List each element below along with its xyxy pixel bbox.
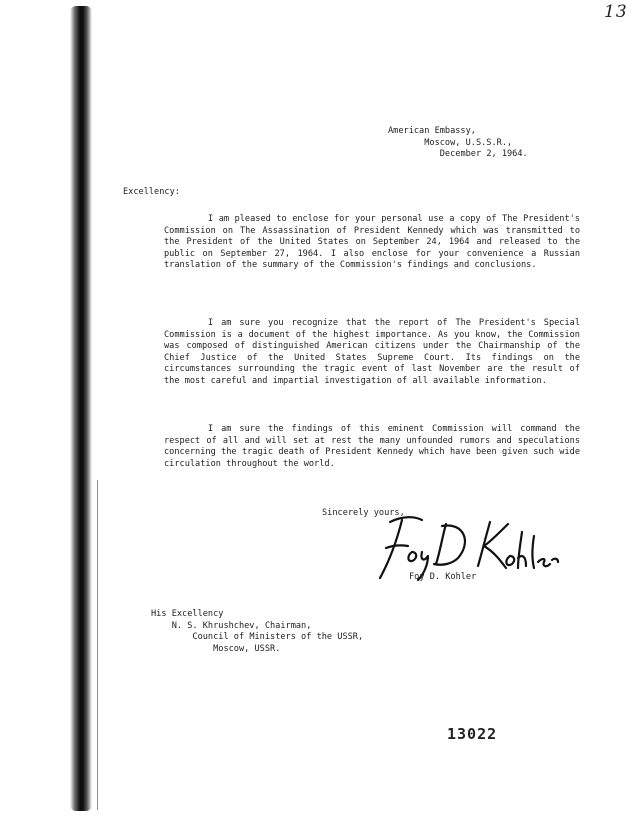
corner-page-mark: 13 xyxy=(604,2,628,22)
typed-signature-name: Foy D. Kohler xyxy=(409,572,477,582)
copier-line xyxy=(97,480,98,810)
dateline-line-3: December 2, 1964. xyxy=(439,149,528,160)
document-number: 13022 xyxy=(447,725,498,743)
salutation: Excellency: xyxy=(123,187,180,197)
dateline xyxy=(388,126,528,161)
paragraph-3: I am sure the findings of this eminent Commission will command the respect of all and will set at rest the many unfounded rumors and speculations concerning the tragic death of President Kennedy which have been given such wide circulation throughout the world. xyxy=(164,424,580,469)
addressee-line-4: Moscow, USSR. xyxy=(213,643,281,654)
copier-streak xyxy=(70,6,92,811)
dateline-line-2: Moscow, U.S.S.R., xyxy=(424,137,513,148)
closing: Sincerely yours, xyxy=(322,508,405,518)
paragraph-2: I am sure you recognize that the report of The President's Special Commission is a document of the highest importance. As you know, the Commission was composed of distinguished American citizens under the Chairmanship of the Chief Justice of the United States Supreme Court. Its findings on the circumstances surrounding the tragic event of last November are the result of the most careful and impartial investigation of all available information. xyxy=(164,318,580,386)
addressee-line-3: Council of Ministers of the USSR, xyxy=(192,632,364,643)
addressee-block xyxy=(151,609,363,655)
addressee-line-1: His Excellency xyxy=(151,609,224,619)
addressee-line-2: N. S. Khrushchev, Chairman, xyxy=(171,620,312,631)
dateline-line-1: American Embassy, xyxy=(388,126,476,136)
paragraph-1: I am pleased to enclose for your personal use a copy of The President's Commission on The Assassination of President Kennedy which was transmitted to the President of the United States on September 24, 1964 and released to the public on September 27, 1964. I also enclose for your convenience a Russian translation of the summary of the Commission's findings and conclusions. xyxy=(164,214,580,271)
